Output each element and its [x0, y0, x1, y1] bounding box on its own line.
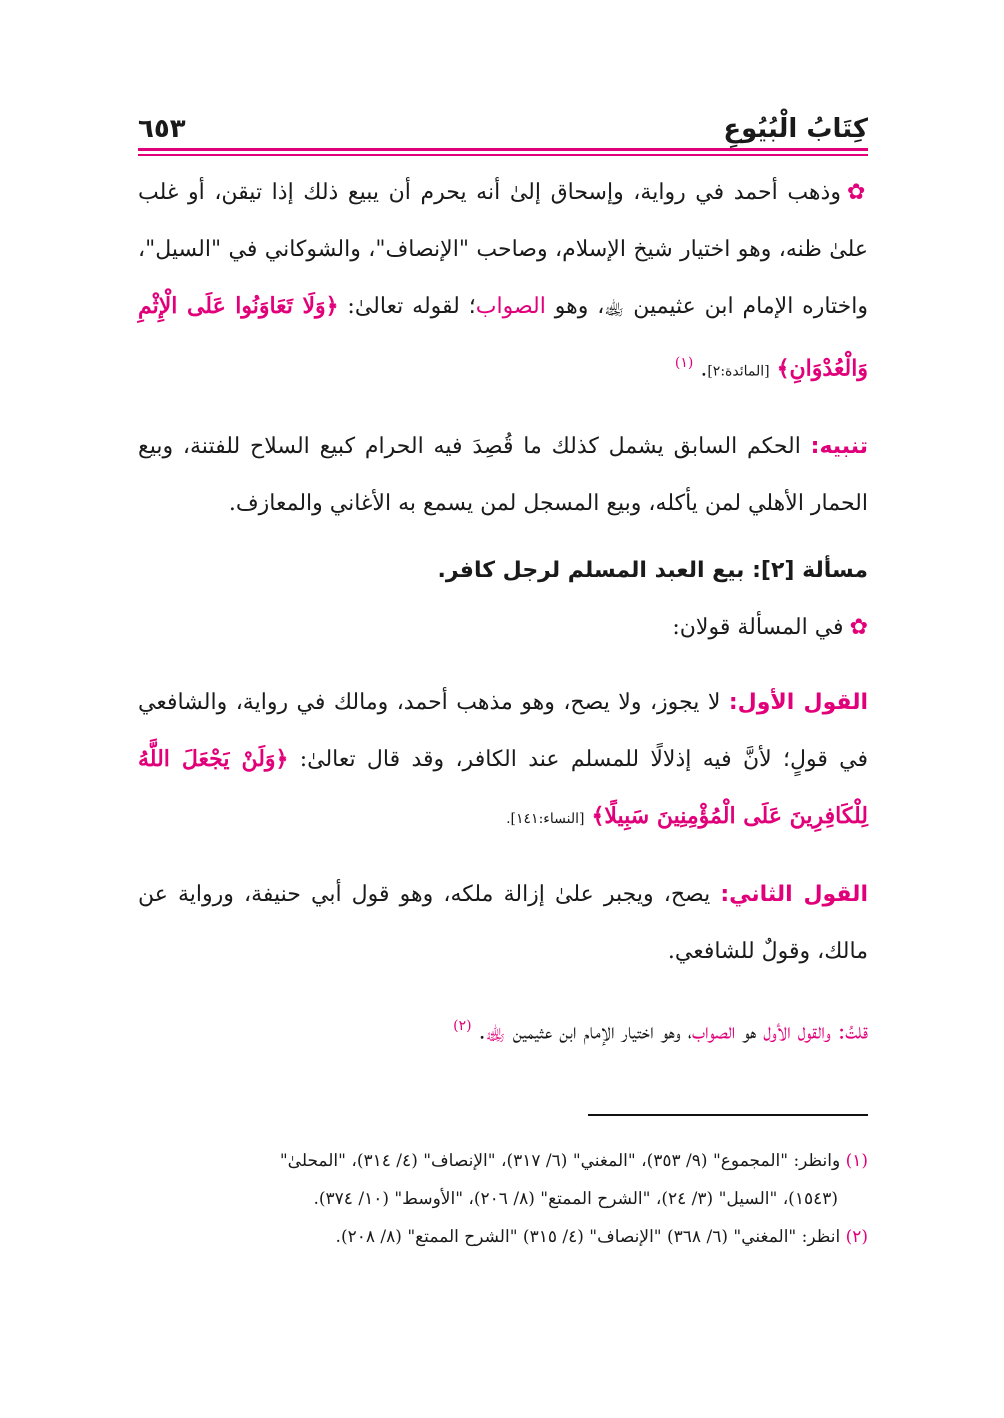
running-title: كِتَابُ الْبُيُوعِ — [723, 114, 868, 144]
first-opinion-label: القول الأول: — [728, 690, 868, 716]
footnote-separator — [588, 1114, 868, 1116]
page-body — [138, 100, 868, 1061]
footnote-2: (٢) انظر: "المغني" (٦/ ٣٦٨) "الإنصاف" (٤/ ٣١٥) "الشرح الممتع" (٨/ ٢٠٨). — [335, 1227, 868, 1247]
tanbih-label: تنبيه: — [810, 434, 868, 460]
flower-icon: ✿ — [846, 180, 868, 205]
paragraph-tanbih: تنبيه: الحكم السابق يشمل كذلك ما قُصِدَ فيه الحرام كبيع السلاح للفتنة، وبيع الحمار الأهلي لمن يأكله، وبيع المسجل لمن يسمع به الأغاني والمعازف. — [138, 434, 868, 517]
verse-reference: [النساء:١٤١]. — [506, 811, 585, 828]
footnote-mark: (٢) — [453, 1018, 472, 1035]
footnote-1: (١) وانظر: "المجموع" (٩/ ٣٥٣)، "المغني" (٦/ ٣١٧)، "الإنصاف" (٤/ ٣١٤)، "المحلىٰ" (١٥٤٣)، "السيل" (٣/ ٢٤)، "الشرح الممتع" (٨/ ٢٠٦)، "الأوسط" (١٠/ ٣٧٤). — [279, 1151, 868, 1209]
paragraph-opinion: ✿وذهب أحمد في رواية، وإسحاق إلىٰ أنه يحرم أن يبيع ذلك إذا تيقن، أو غلب علىٰ ظنه، وهو اختيار شيخ الإسلام، وصاحب "الإنصاف"، والشوكاني في "السيل"، واختاره الإمام ابن عثيمين ﵀، وهو الصواب؛ لقوله تعالىٰ: ﴿وَلَا تَعَاوَنُوا عَلَى الْإِثْمِ وَالْعُدْوَانِ﴾ [المائدة:٢]. $^{(١)}$ — [138, 180, 869, 382]
paragraph-two-opinions: ✿في المسألة قولان: — [672, 615, 868, 641]
second-opinion-label: القول الثاني: — [720, 882, 868, 908]
flower-icon: ✿ — [849, 615, 868, 641]
verse-reference: [المائدة:٢] — [707, 363, 770, 380]
page-number: ٦٥٣ — [138, 114, 186, 144]
paragraph-conclusion: قلتُ: والقول الأول هو الصواب، وهو اختيار الإمام ابن عثيمين ﵀. $^{(٢)}$ — [453, 1018, 868, 1045]
masala-label: مسألة [٢]: — [752, 558, 868, 584]
footnotes — [136, 1142, 868, 1256]
paragraph-first-opinion: القول الأول: لا يجوز، ولا يصح، وهو مذهب أحمد، ومالك في رواية، والشافعي في قولٍ؛ لأنَّ فيه إذلالًا للمسلم عند الكافر، وقد قال تعالىٰ: ﴿وَلَنْ يَجْعَلَ اللَّهُ لِلْكَافِرِينَ عَلَى الْمُؤْمِنِينَ سَبِيلًا﴾ [النساء:١٤١]. — [138, 690, 868, 830]
page-header — [138, 100, 868, 151]
quran-verse: ﴿وَلَنْ يَجْعَلَ اللَّهُ لِلْكَافِرِينَ عَلَى الْمُؤْمِنِينَ سَبِيلًا﴾ — [138, 746, 868, 830]
highlight-sawab: الصواب — [475, 294, 546, 319]
header-rule — [138, 154, 868, 156]
masala-heading: مسألة [٢]: بيع العبد المسلم لرجل كافر. — [437, 558, 868, 584]
footnote-mark: (١) — [674, 355, 694, 371]
quran-verse: ﴿وَلَا تَعَاوَنُوا عَلَى الْإِثْمِ وَالْعُدْوَانِ﴾ — [138, 293, 868, 382]
paragraph-second-opinion: القول الثاني: يصح، ويجبر علىٰ إزالة ملكه، وهو قول أبي حنيفة، ورواية عن مالك، وقولٌ للشافعي. — [138, 882, 868, 965]
